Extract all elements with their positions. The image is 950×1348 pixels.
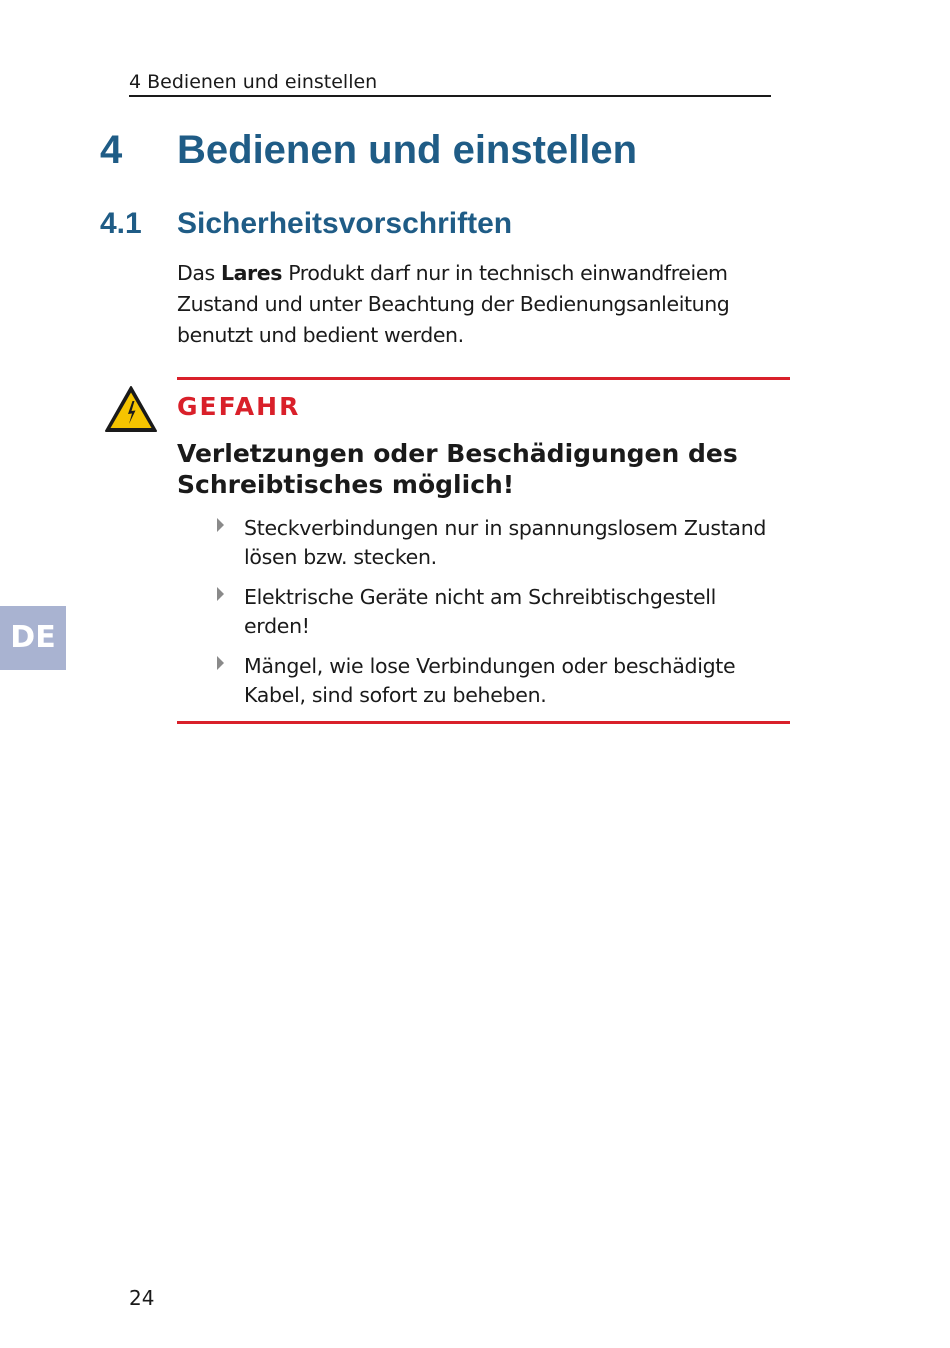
hazard-title: Verletzungen oder Beschädigungen des Schreibtisches möglich! (177, 439, 738, 499)
intro-paragraph (177, 258, 777, 351)
safety-measures-list (213, 514, 783, 721)
warning-bottom-rule (177, 721, 790, 724)
chapter-heading (100, 124, 637, 176)
list-item (213, 652, 783, 710)
list-item (213, 583, 783, 641)
intro-text-after: Produkt darf nur in technisch einwandfreiem Zustand und unter Beachtung der Bedienungsanleitung benutzt und bedient werden. (177, 261, 730, 347)
warning-top-rule (177, 377, 790, 380)
bullet-arrow-icon (217, 587, 224, 601)
section-number: 4.1 (100, 207, 142, 240)
intro-text-before: Das (177, 261, 221, 285)
brand-name: Lares (220, 261, 283, 285)
measure-text: Elektrische Geräte nicht am Schreibtischgestell erden! (244, 585, 717, 638)
section-heading (100, 204, 512, 244)
bullet-arrow-icon (217, 518, 224, 532)
measure-text: Mängel, wie lose Verbindungen oder beschädigte Kabel, sind sofort zu beheben. (244, 654, 736, 707)
signal-word: GEFAHR (177, 392, 301, 421)
page-number: 24 (129, 1286, 155, 1310)
measure-text: Steckverbindungen nur in spannungslosem Zustand lösen bzw. stecken. (244, 516, 767, 569)
bullet-arrow-icon (217, 656, 224, 670)
chapter-title: Bedienen und einstellen (177, 128, 638, 172)
list-item (213, 514, 783, 572)
language-tab: DE (0, 606, 66, 670)
running-header: 4 Bedienen und einstellen (129, 70, 771, 97)
section-title: Sicherheitsvorschriften (177, 207, 513, 240)
chapter-number: 4 (100, 128, 123, 172)
electrical-hazard-warning-icon (104, 385, 158, 433)
